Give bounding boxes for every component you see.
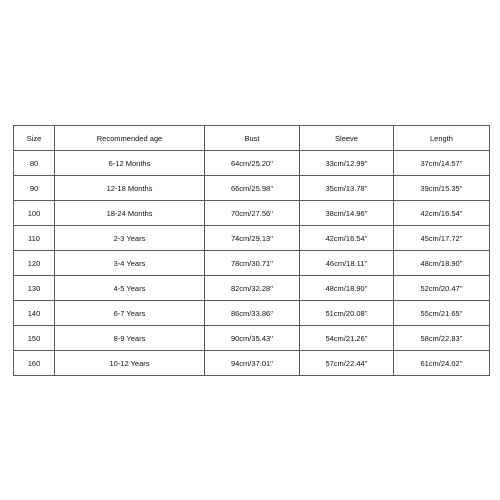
cell-bust: 74cm/29.13'' [205,226,300,251]
cell-age: 4-5 Years [55,276,205,301]
cell-length: 37cm/14.57'' [394,151,490,176]
table-header-row [14,126,490,151]
cell-length: 42cm/16.54'' [394,201,490,226]
cell-sleeve: 35cm/13.78'' [300,176,394,201]
cell-size: 150 [14,326,55,351]
cell-length: 52cm/20.47'' [394,276,490,301]
cell-age: 6-7 Years [55,301,205,326]
cell-sleeve: 46cm/18.11'' [300,251,394,276]
table-row [14,251,490,276]
cell-age: 10-12 Years [55,351,205,376]
cell-size: 80 [14,151,55,176]
header-size: Size [14,126,55,151]
cell-bust: 82cm/32.28'' [205,276,300,301]
cell-sleeve: 33cm/12.99'' [300,151,394,176]
table-row [14,351,490,376]
cell-size: 120 [14,251,55,276]
size-chart-table [13,125,490,376]
table-row [14,176,490,201]
cell-age: 3-4 Years [55,251,205,276]
cell-size: 140 [14,301,55,326]
cell-sleeve: 48cm/18.90'' [300,276,394,301]
cell-size: 100 [14,201,55,226]
cell-sleeve: 54cm/21.26'' [300,326,394,351]
cell-bust: 64cm/25.20'' [205,151,300,176]
cell-size: 90 [14,176,55,201]
cell-size: 130 [14,276,55,301]
cell-bust: 78cm/30.71'' [205,251,300,276]
cell-age: 12-18 Months [55,176,205,201]
cell-bust: 94cm/37.01'' [205,351,300,376]
cell-bust: 90cm/35.43'' [205,326,300,351]
header-bust: Bust [205,126,300,151]
header-recommended-age: Recommended age [55,126,205,151]
cell-length: 55cm/21.65'' [394,301,490,326]
cell-bust: 86cm/33.86'' [205,301,300,326]
table-row [14,151,490,176]
table-row [14,226,490,251]
cell-size: 110 [14,226,55,251]
cell-length: 48cm/18.90'' [394,251,490,276]
cell-age: 18-24 Months [55,201,205,226]
cell-length: 58cm/22.83'' [394,326,490,351]
table-row [14,201,490,226]
cell-age: 2-3 Years [55,226,205,251]
table-row [14,276,490,301]
cell-age: 6-12 Months [55,151,205,176]
cell-length: 61cm/24.02'' [394,351,490,376]
table-row [14,326,490,351]
cell-size: 160 [14,351,55,376]
cell-sleeve: 51cm/20.08'' [300,301,394,326]
cell-bust: 66cm/25.98'' [205,176,300,201]
table-row [14,301,490,326]
header-length: Length [394,126,490,151]
cell-sleeve: 42cm/16.54'' [300,226,394,251]
cell-sleeve: 57cm/22.44'' [300,351,394,376]
cell-sleeve: 38cm/14.96'' [300,201,394,226]
cell-length: 39cm/15.35'' [394,176,490,201]
cell-bust: 70cm/27.56'' [205,201,300,226]
header-sleeve: Sleeve [300,126,394,151]
cell-age: 8-9 Years [55,326,205,351]
cell-length: 45cm/17.72'' [394,226,490,251]
